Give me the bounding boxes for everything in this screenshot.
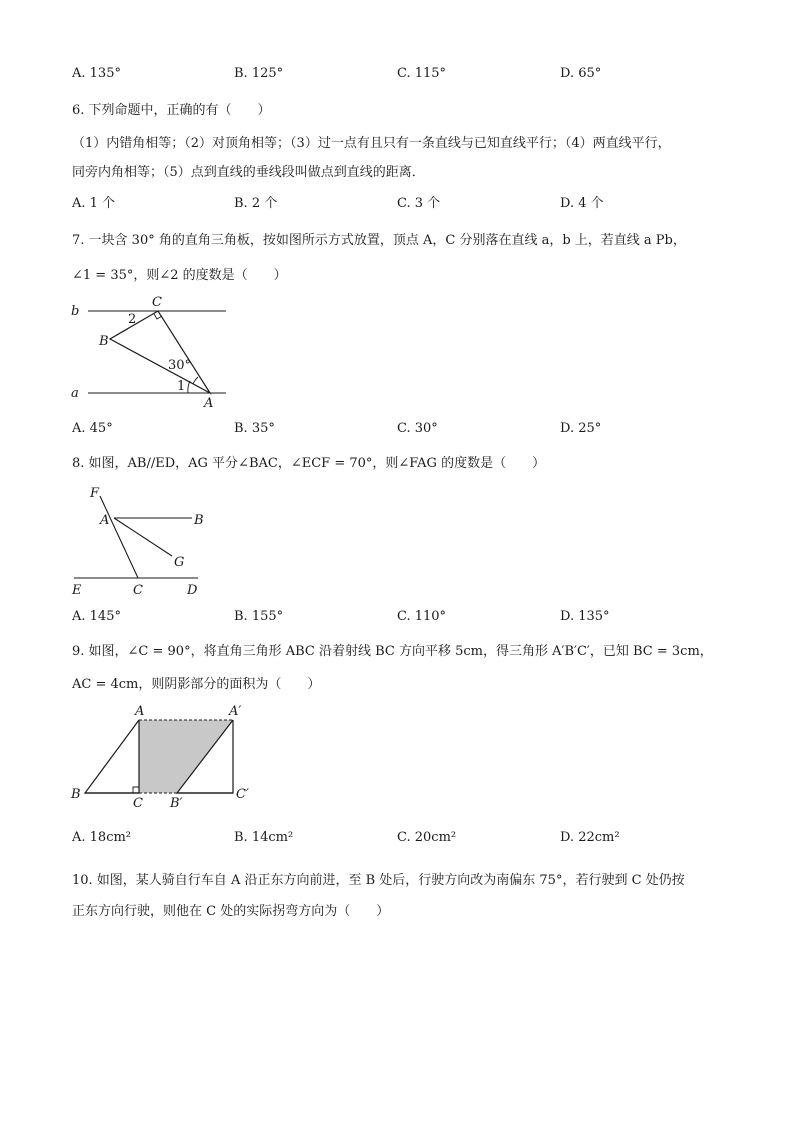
q7-option-c: C. 30° <box>397 421 438 436</box>
q8-option-b: B. 155° <box>234 609 284 624</box>
q10-stem-line2: 正东方向行驶，则他在 C 处的实际拐弯方向为（ ） <box>72 904 390 919</box>
q6-stem: 6. 下列命题中，正确的有（ ） <box>72 103 271 118</box>
label-a: A <box>135 704 145 719</box>
q6-option-c: C. 3 个 <box>397 196 441 211</box>
q8-options <box>72 609 722 629</box>
q8-option-a: A. 145° <box>72 609 121 624</box>
q9-options <box>72 830 722 850</box>
label-c: C <box>133 796 143 811</box>
q7-options <box>72 421 722 441</box>
q9-option-b: B. 14cm² <box>234 830 294 845</box>
label-b: B <box>71 787 81 802</box>
q10-stem-line1: 10. 如图，某人骑自行车自 A 沿正东方向前进，至 B 处后，行驶方向改为南偏东 75°，若行驶到 C 处仍按 <box>72 873 685 888</box>
label-angle-2: 2 <box>128 312 137 327</box>
q7-stem-line1: 7. 一块含 30° 角的直角三角板，按如图所示方式放置，顶点 A，C 分别落在直线 a，b 上，若直线 a Pb， <box>72 233 686 248</box>
label-g: G <box>174 555 185 570</box>
q5-option-b: B. 125° <box>234 66 284 81</box>
q7-figure <box>66 293 236 417</box>
q9-option-a: A. 18cm² <box>72 830 132 845</box>
q9-stem-line2: AC = 4cm，则阴影部分的面积为（ ） <box>72 677 321 692</box>
angle-30-arc <box>193 377 198 384</box>
q7-option-b: B. 35° <box>234 421 275 436</box>
q8-option-d: D. 135° <box>560 609 610 624</box>
q6-statement-line1: （1）内错角相等；（2）对顶角相等；（3）过一点有且只有一条直线与已知直线平行；（4）两直线平行， <box>72 136 671 151</box>
label-angle-30: 30° <box>168 358 192 373</box>
angle-1-arc <box>188 381 190 393</box>
label-angle-1: 1 <box>177 379 186 394</box>
q5-option-c: C. 115° <box>397 66 447 81</box>
q5-option-a: A. 135° <box>72 66 121 81</box>
label-b-prime: B′ <box>170 796 183 811</box>
q9-stem-line1: 9. 如图，∠C = 90°，将直角三角形 ABC 沿着射线 BC 方向平移 5cm，得三角形 A′B′C′，已知 BC = 3cm， <box>72 644 713 659</box>
q6-option-b: B. 2 个 <box>234 196 278 211</box>
q5-options <box>72 66 722 86</box>
triangle-abc <box>85 720 139 793</box>
line-fc <box>100 496 138 578</box>
label-c-prime: C′ <box>236 787 249 802</box>
q8-figure <box>66 482 216 604</box>
q9-figure <box>66 700 266 816</box>
label-f: F <box>90 486 100 501</box>
q7-option-d: D. 25° <box>560 421 602 436</box>
q7-stem-line2: ∠1 = 35°，则∠2 的度数是（ ） <box>72 268 287 283</box>
label-c: C <box>152 295 162 310</box>
label-a: A <box>100 513 110 528</box>
label-a: a <box>71 386 79 401</box>
q6-option-d: D. 4 个 <box>560 196 604 211</box>
right-angle-mark <box>133 787 139 793</box>
label-a-vertex: A <box>204 396 214 411</box>
label-b: b <box>71 304 80 319</box>
q6-option-a: A. 1 个 <box>72 196 116 211</box>
q9-option-c: C. 20cm² <box>397 830 457 845</box>
ray-ag <box>114 518 172 556</box>
label-e: E <box>72 583 82 598</box>
label-c: C <box>133 583 143 598</box>
q7-option-a: A. 45° <box>72 421 113 436</box>
label-a-prime: A′ <box>229 704 242 719</box>
label-d: D <box>187 583 198 598</box>
q9-option-d: D. 22cm² <box>560 830 620 845</box>
label-b: B <box>194 513 204 528</box>
label-b-vertex: B <box>99 334 109 349</box>
q6-statement-line2: 同旁内角相等；（5）点到直线的垂线段叫做点到直线的距离． <box>72 165 425 180</box>
q8-stem: 8. 如图，AB//ED，AG 平分∠BAC，∠ECF = 70°，则∠FAG 的度数是（ ） <box>72 456 546 471</box>
q8-option-c: C. 110° <box>397 609 447 624</box>
q5-option-d: D. 65° <box>560 66 602 81</box>
q6-options <box>72 192 722 212</box>
